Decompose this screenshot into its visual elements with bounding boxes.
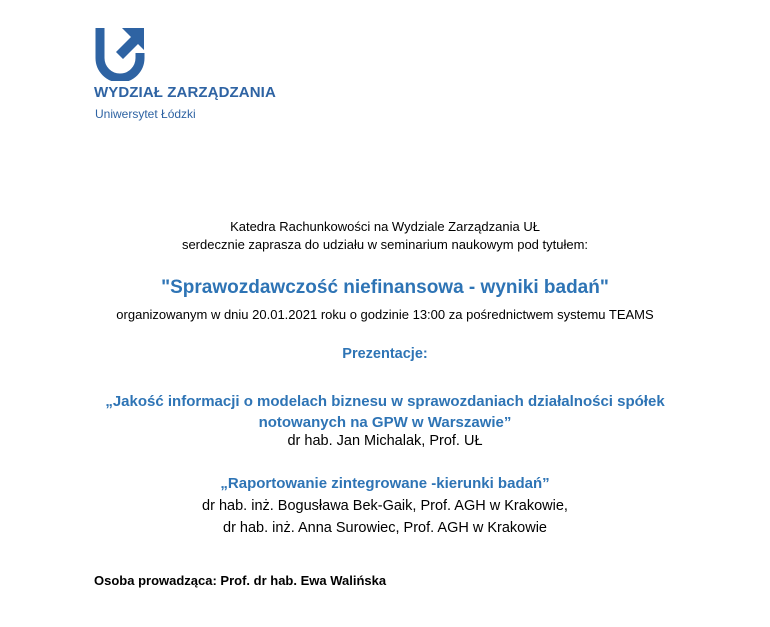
wz-logo-icon bbox=[95, 25, 145, 81]
presentation-1-title-line-1: „Jakość informacji o modelach biznesu w sprawozdaniach działalności spółek bbox=[105, 393, 665, 410]
presentation-2-author-2: dr hab. inż. Anna Surowiec, Prof. AGH w Krakowie bbox=[223, 520, 547, 536]
presentation-1-author: dr hab. Jan Michalak, Prof. UŁ bbox=[287, 433, 483, 449]
presentation-1-title bbox=[0, 391, 770, 433]
intro-line-2: serdecznie zaprasza do udziału w seminarium naukowym pod tytułem: bbox=[181, 237, 589, 252]
presentation-2-author-1: dr hab. inż. Bogusława Bek-Gaik, Prof. AGH w Krakowie, bbox=[202, 498, 568, 514]
presentation-2-authors bbox=[0, 495, 770, 539]
seminar-title: "Sprawozdawczość niefinansowa - wyniki badań" bbox=[161, 277, 609, 298]
presentations-heading: Prezentacje: bbox=[342, 346, 428, 362]
university-name: Uniwersytet Łódzki bbox=[95, 107, 196, 121]
presentation-2-title: „Raportowanie zintegrowane -kierunki badań” bbox=[220, 475, 550, 492]
faculty-name: WYDZIAŁ ZARZĄDZANIA bbox=[94, 84, 276, 101]
invitation-intro bbox=[0, 218, 770, 254]
session-host: Osoba prowadząca: Prof. dr hab. Ewa Walińska bbox=[94, 573, 387, 588]
presentation-1-title-line-2: notowanych na GPW w Warszawie” bbox=[258, 414, 512, 431]
intro-line-1: Katedra Rachunkowości na Wydziale Zarządzania UŁ bbox=[230, 219, 540, 234]
seminar-details: organizowanym w dniu 20.01.2021 roku o godzinie 13:00 za pośrednictwem systemu TEAMS bbox=[116, 307, 654, 322]
